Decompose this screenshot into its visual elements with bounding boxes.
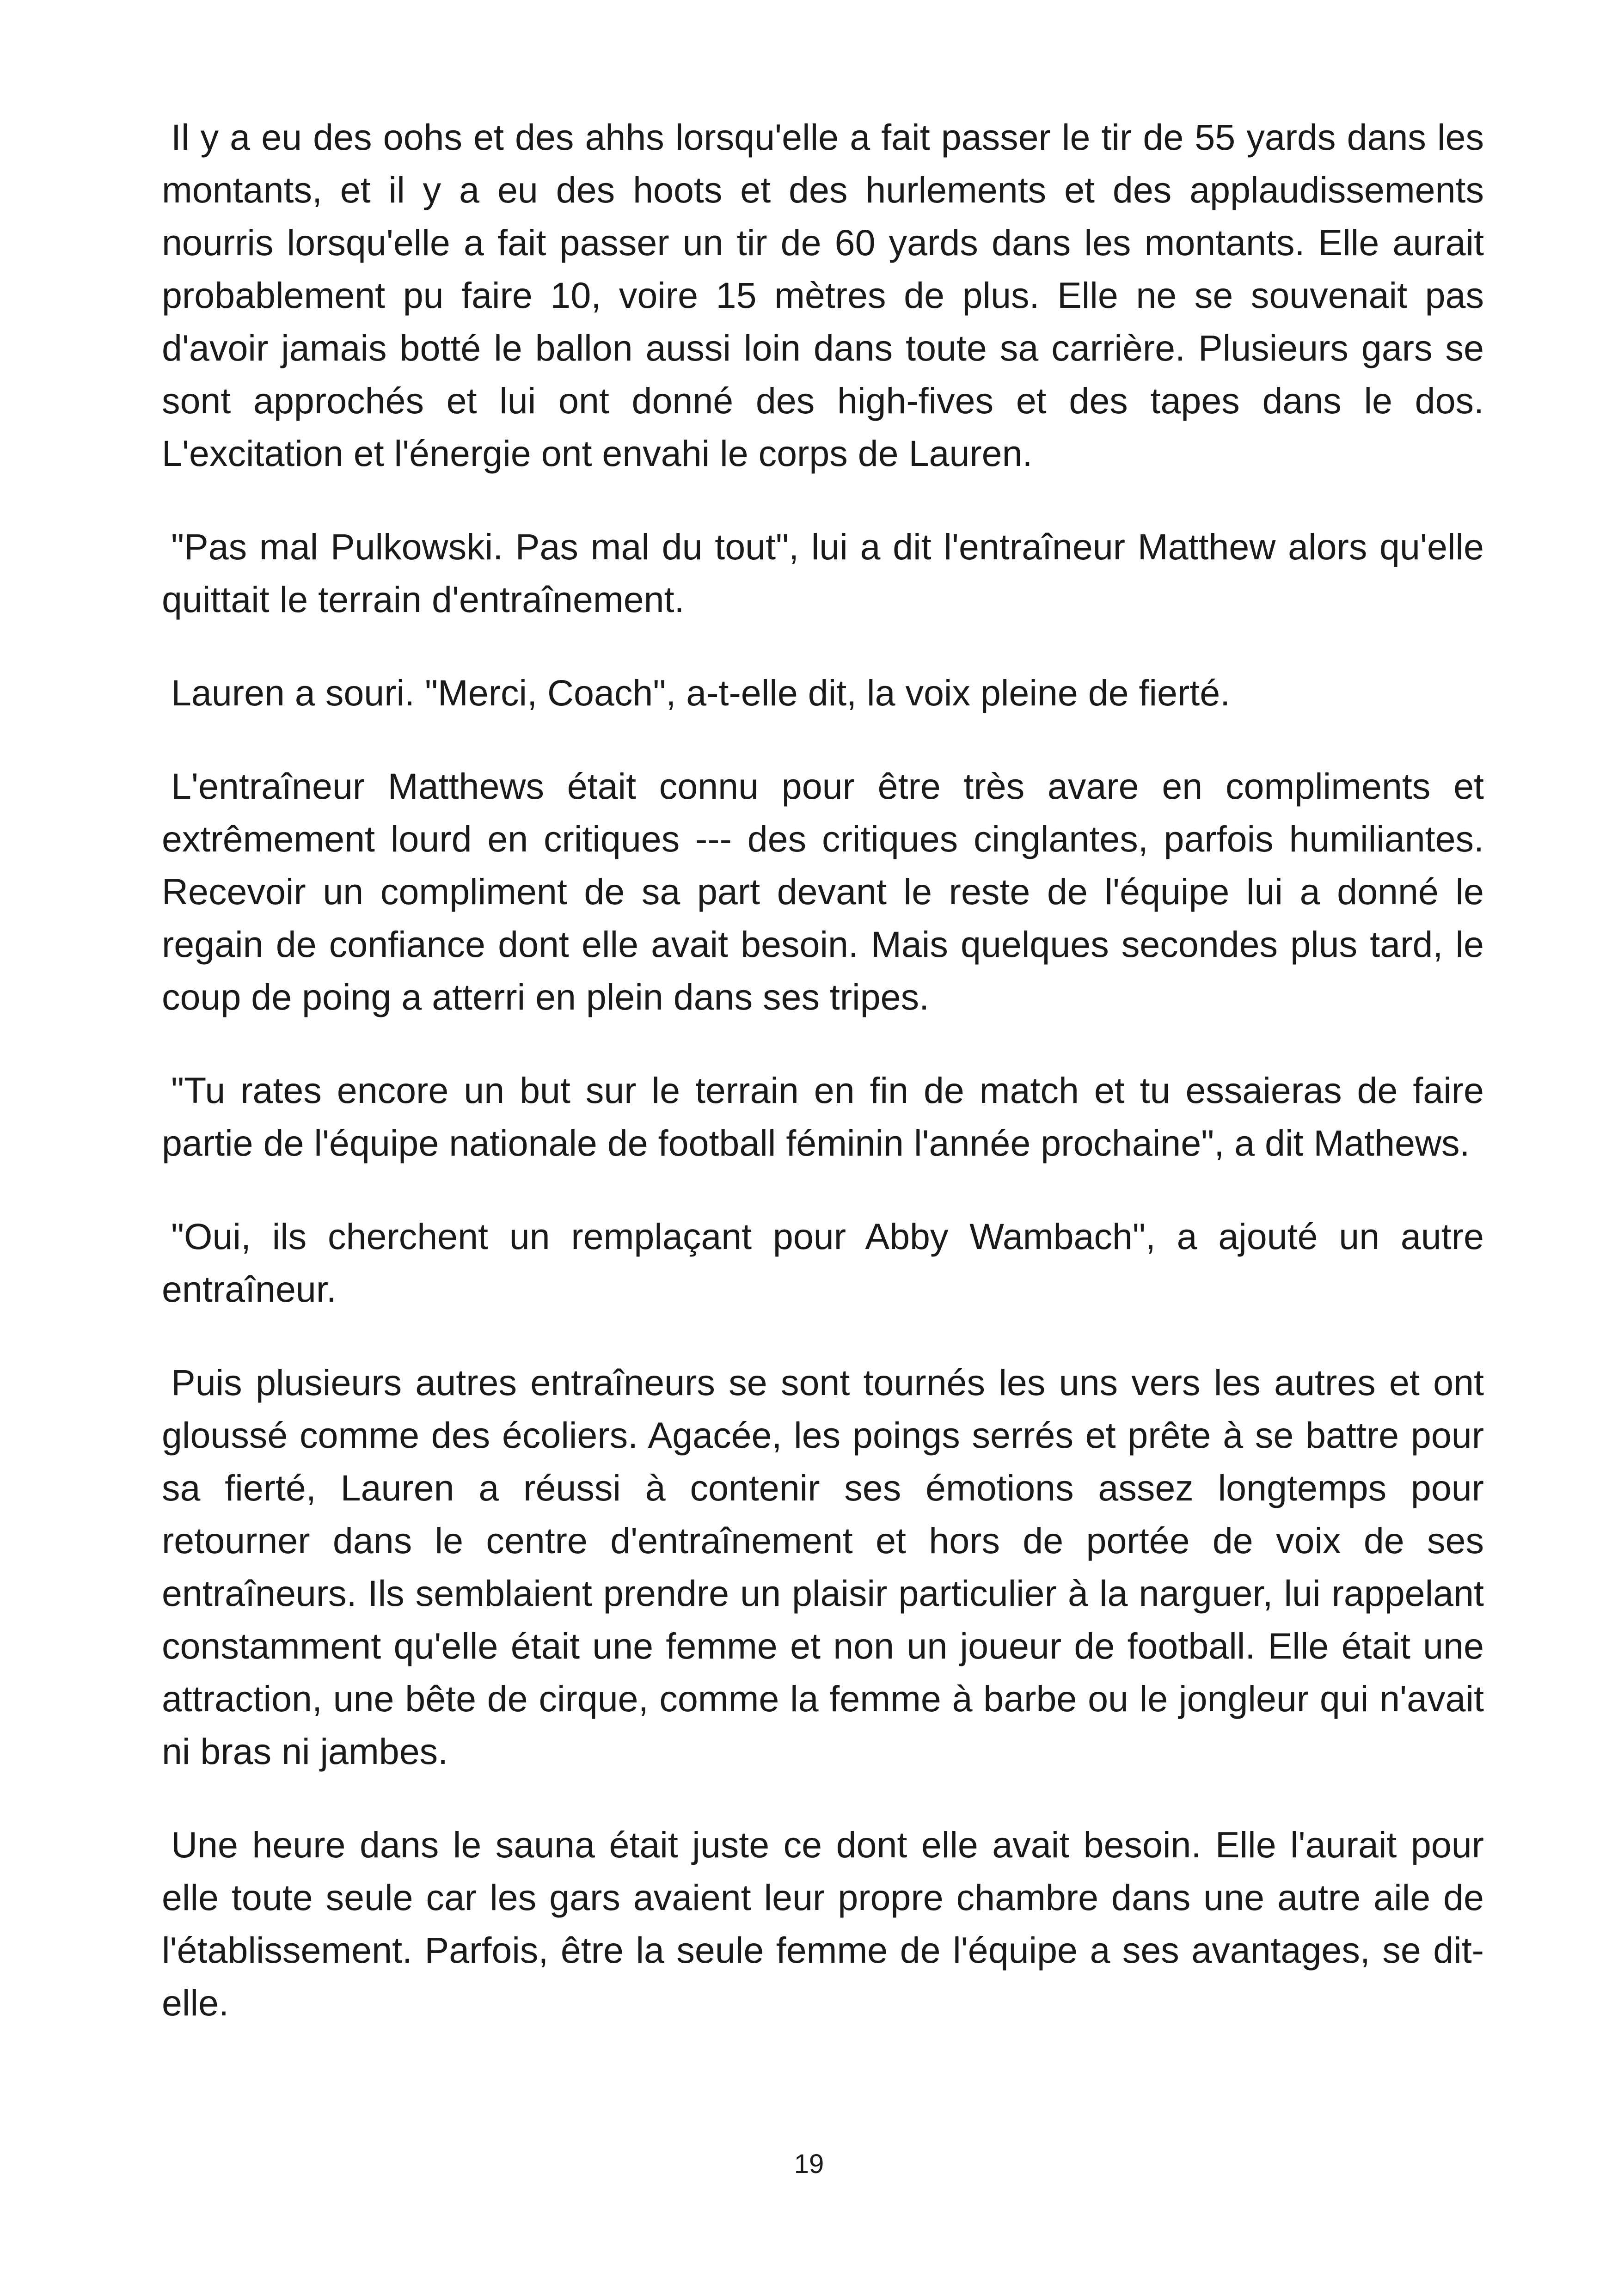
page-number: 19 [794, 2149, 824, 2179]
document-body [162, 111, 1484, 2029]
paragraph-1: Il y a eu des oohs et des ahhs lorsqu'elle a fait passer le tir de 55 yards dans les montants, et il y a eu des hoots et des hurlements et des applaudissements nourris lorsqu'elle a fait passer un tir de 60 yards dans les montants. Elle aurait probablement pu faire 10, voire 15 mètres de plus. Elle ne se souvenait pas d'avoir jamais botté le ballon aussi loin dans toute sa carrière. Plusieurs gars se sont approchés et lui ont donné des high-fives et des tapes dans le dos. L'excitation et l'énergie ont envahi le corps de Lauren. [162, 116, 1484, 474]
paragraph-4: L'entraîneur Matthews était connu pour être très avare en compliments et extrêmement lourd en critiques --- des critiques cinglantes, parfois humiliantes. Recevoir un compliment de sa part devant le reste de l'équipe lui a donné le regain de confiance dont elle avait besoin. Mais quelques secondes plus tard, le coup de poing a atterri en plein dans ses tripes. [162, 765, 1484, 1017]
paragraph-2: "Pas mal Pulkowski. Pas mal du tout", lui a dit l'entraîneur Matthew alors qu'elle quittait le terrain d'entraînement. [162, 526, 1484, 620]
paragraph-6: "Oui, ils cherchent un remplaçant pour Abby Wambach", a ajouté un autre entraîneur. [162, 1216, 1484, 1310]
paragraph-8: Une heure dans le sauna était juste ce dont elle avait besoin. Elle l'aurait pour elle toute seule car les gars avaient leur propre chambre dans une autre aile de l'établissement. Parfois, être la seule femme de l'équipe a ses avantages, se dit-elle. [162, 1824, 1484, 2023]
paragraph-5: "Tu rates encore un but sur le terrain en fin de match et tu essaieras de faire partie de l'équipe nationale de football féminin l'année prochaine", a dit Mathews. [162, 1070, 1484, 1163]
paragraph-3: Lauren a souri. "Merci, Coach", a-t-elle dit, la voix pleine de fierté. [171, 672, 1231, 713]
paragraph-7: Puis plusieurs autres entraîneurs se sont tournés les uns vers les autres et ont gloussé comme des écoliers. Agacée, les poings serrés et prête à se battre pour sa fierté, Lauren a réussi à contenir ses émotions assez longtemps pour retourner dans le centre d'entraînement et hors de portée de voix de ses entraîneurs. Ils semblaient prendre un plaisir particulier à la narguer, lui rappelant constamment qu'elle était une femme et non un joueur de football. Elle était une attraction, une bête de cirque, comme la femme à barbe ou le jongleur qui n'avait ni bras ni jambes. [162, 1362, 1484, 1772]
